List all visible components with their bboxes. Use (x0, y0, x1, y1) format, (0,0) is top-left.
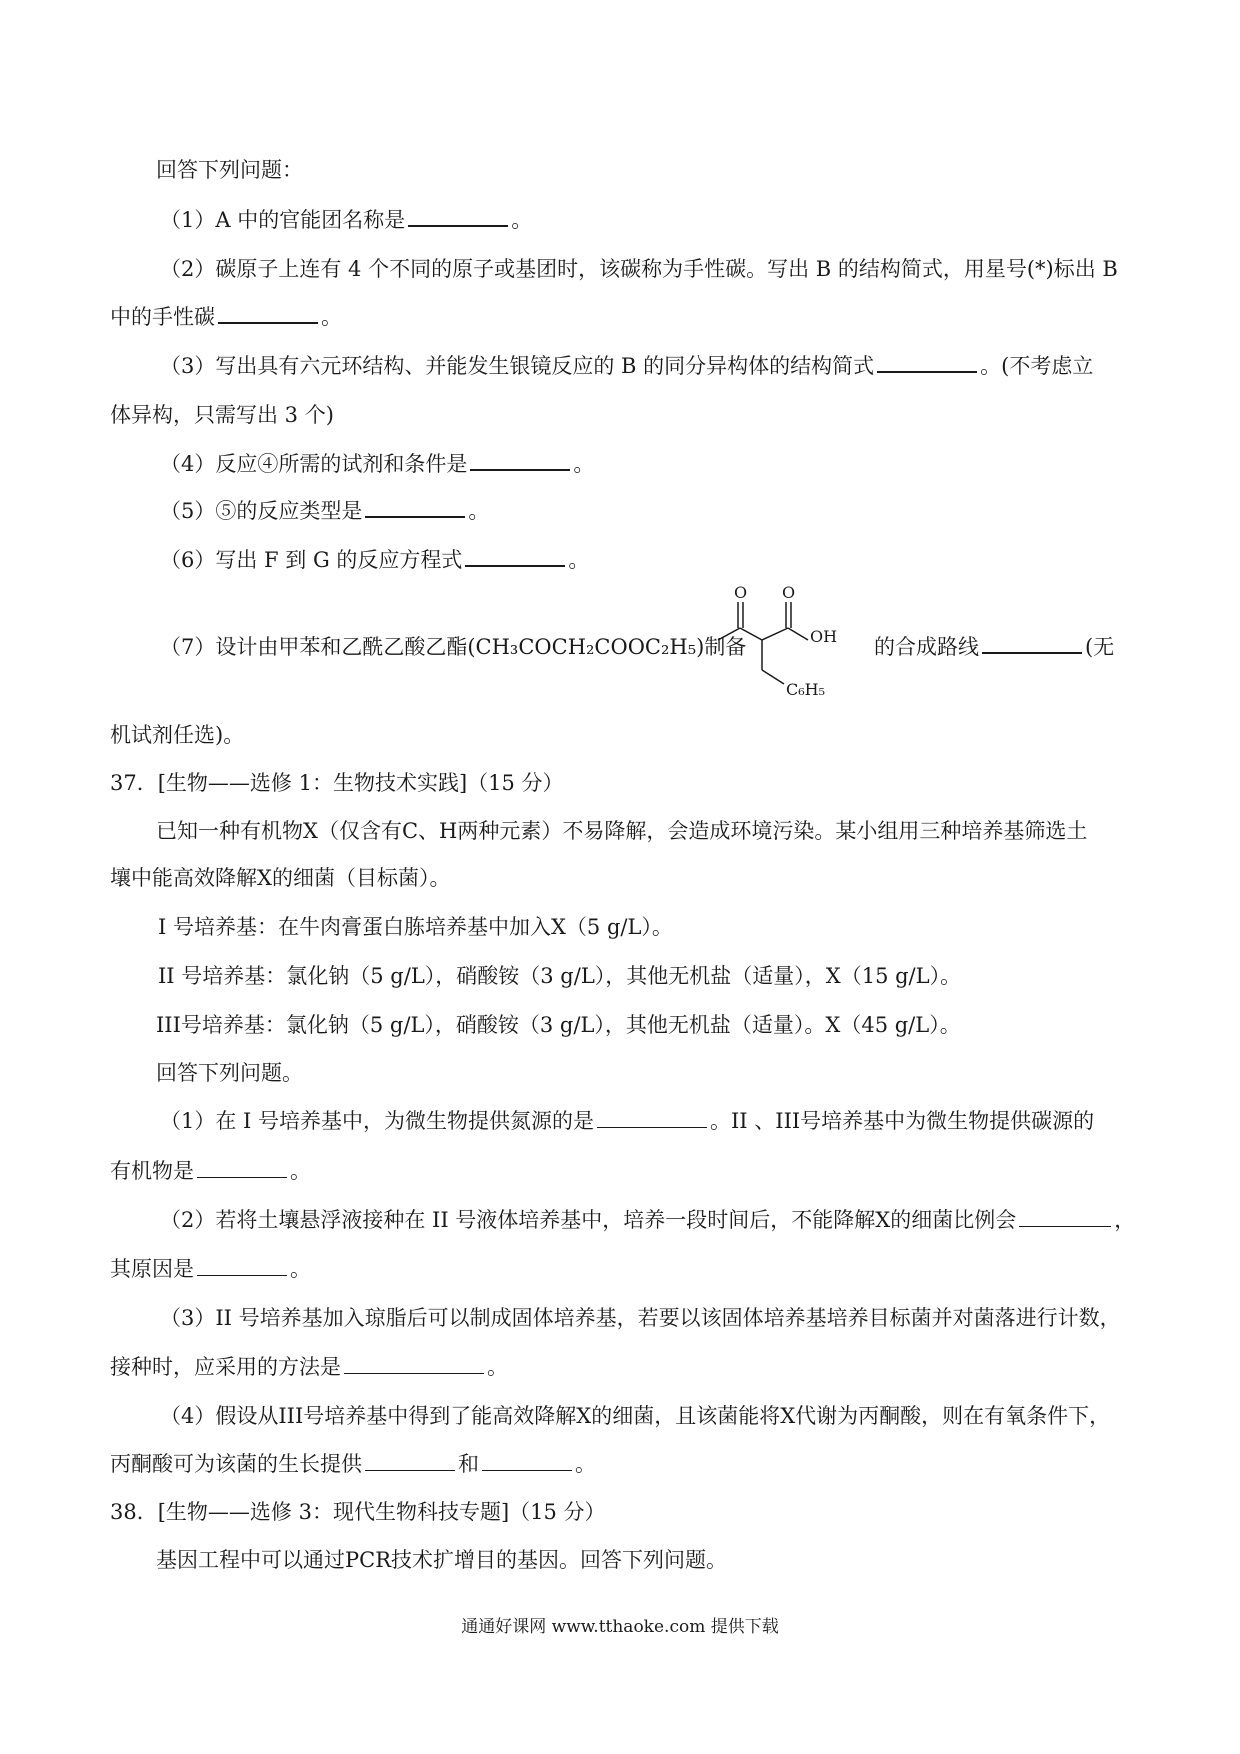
oxygen-label: O (782, 583, 796, 602)
answer-blank[interactable] (597, 1107, 707, 1128)
answer-blank[interactable] (218, 302, 318, 324)
q37-medium-3: III号培养基：氯化钠（5 g/L），硝酸铵（3 g/L），其他无机盐（适量）。X（45 g/L）。 (156, 1013, 961, 1037)
chem-q3-line1: （3）写出具有六元环结构、并能发生银镜反应的 B 的同分异构体的结构简式 。(不考虑立 (160, 351, 1093, 381)
q37-s3-line2: 接种时，应采用的方法是 。 (110, 1355, 508, 1379)
answer-blank[interactable] (470, 449, 570, 471)
answer-blank[interactable] (365, 1450, 455, 1471)
chem-q2-line2: 中的手性碳 。 (110, 302, 342, 332)
q37-s2-line2: 其原因是 。 (110, 1257, 311, 1281)
chem-q1: （1）A 中的官能团名称是 。 (160, 205, 532, 235)
page-footer: 通通好课网 www.tthaoke.com 提供下载 (461, 1617, 779, 1637)
q37-paragraph-line1: 已知一种有机物X（仅含有C、H两种元素）不易降解，会造成环境污染。某小组用三种培养基筛选土 (156, 819, 1088, 843)
q37-heading: 37．[生物——选修 1：生物技术实践]（15 分） (110, 771, 564, 795)
chem-q6: （6）写出 F 到 G 的反应方程式 。 (160, 545, 589, 575)
answer-blank[interactable] (982, 632, 1082, 654)
chem-q3-line2: 体异构，只需写出 3 个) (110, 403, 334, 427)
chem-q7-line2: 机试剂任选)。 (110, 723, 245, 747)
phenyl-label: C₆H₅ (786, 680, 826, 699)
answer-blank[interactable] (197, 1255, 287, 1276)
q38-paragraph: 基因工程中可以通过PCR技术扩增目的基因。回答下列问题。 (156, 1548, 728, 1572)
answer-blank[interactable] (344, 1353, 484, 1374)
q37-s1-line1: （1）在 I 号培养基中，为微生物提供氮源的是 。II 、III号培养基中为微生物提供碳源的 (160, 1109, 1095, 1133)
q37-medium-2: II 号培养基：氯化钠（5 g/L），硝酸铵（3 g/L），其他无机盐（适量），X（15 g/L）。 (158, 964, 962, 988)
bond (762, 628, 788, 640)
q37-s3-line1: （3）II 号培养基加入琼脂后可以制成固体培养基，若要以该固体培养基培养目标菌并对菌落进行计数， (160, 1306, 1121, 1330)
q37-s4-line1: （4）假设从III号培养基中得到了能高效降解X的细菌，且该菌能将X代谢为丙酮酸，则在有氧条件下， (160, 1404, 1111, 1428)
chem-q4: （4）反应④所需的试剂和条件是 。 (160, 449, 594, 479)
chem-q2-line1: （2）碳原子上连有 4 个不同的原子或基团时，该碳称为手性碳。写出 B 的结构简式，用星号(*)标出 B (160, 257, 1118, 281)
oxygen-label: O (734, 583, 748, 602)
q37-s4-line2: 丙酮酸可为该菌的生长提供 和 。 (110, 1452, 596, 1476)
answer-blank[interactable] (465, 545, 565, 567)
q37-s1-line2: 有机物是 。 (110, 1159, 311, 1183)
bond (740, 628, 762, 640)
answer-blank[interactable] (408, 205, 508, 227)
chem-q5: （5）⑤的反应类型是 。 (160, 496, 489, 526)
q37-paragraph-line2: 壤中能高效降解X的细菌（目标菌）。 (110, 866, 451, 890)
answer-blank[interactable] (1019, 1206, 1111, 1227)
chem-intro: 回答下列问题： (156, 158, 303, 182)
answer-blank[interactable] (197, 1157, 287, 1178)
hydroxyl-label: OH (810, 627, 838, 646)
chem-q7-text: （7）设计由甲苯和乙酰乙酸乙酯(CH₃COCH₂COOC₂H₅)制备 (160, 635, 747, 659)
bond (788, 628, 808, 640)
q38-heading: 38．[生物——选修 3：现代生物科技专题]（15 分） (110, 1500, 606, 1524)
answer-blank[interactable] (482, 1450, 572, 1471)
answer-blank[interactable] (365, 496, 465, 518)
chem-q7-tail: 的合成路线 (无 (874, 632, 1114, 662)
q37-s2-line1: （2）若将土壤悬浮液接种在 II 号液体培养基中，培养一段时间后，不能降解X的细菌比例会 ， (160, 1208, 1136, 1232)
bond (718, 628, 740, 640)
q37-intro: 回答下列问题。 (156, 1061, 303, 1085)
target-molecule-structure (712, 582, 872, 712)
q37-medium-1: I 号培养基：在牛肉膏蛋白胨培养基中加入X（5 g/L）。 (158, 915, 673, 939)
bond (762, 670, 784, 684)
answer-blank[interactable] (877, 351, 977, 373)
